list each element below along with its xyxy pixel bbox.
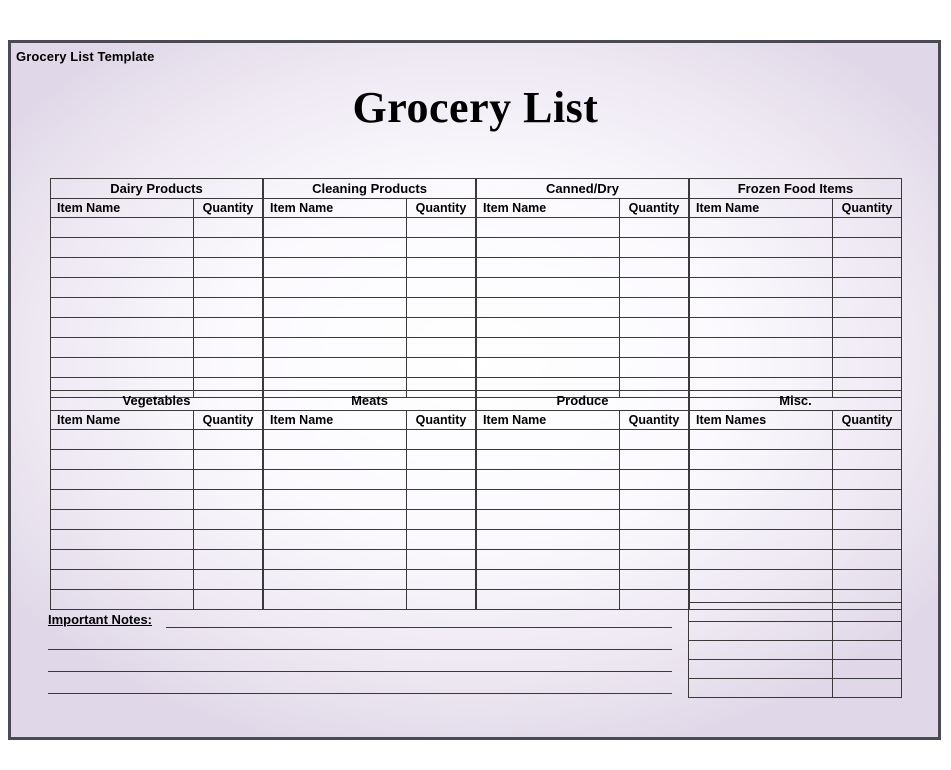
table-row	[690, 218, 902, 238]
table-row	[51, 570, 263, 590]
notes-line[interactable]	[48, 693, 672, 694]
quantity-cell[interactable]	[620, 530, 689, 550]
quantity-cell[interactable]	[194, 218, 263, 238]
template-label: Grocery List Template	[16, 49, 155, 64]
item-name-cell[interactable]	[264, 510, 407, 530]
quantity-header: Quantity	[833, 411, 902, 430]
item-name-cell[interactable]	[690, 490, 833, 510]
table-row	[477, 318, 689, 338]
table-row	[690, 258, 902, 278]
item-name-cell[interactable]	[690, 278, 833, 298]
table-row	[51, 470, 263, 490]
table-row	[51, 338, 263, 358]
item-name-cell[interactable]	[477, 238, 620, 258]
table-row	[477, 298, 689, 318]
table-row	[51, 530, 263, 550]
page-title: Grocery List	[352, 83, 599, 132]
item-name-header: Item Name	[51, 411, 194, 430]
item-name-cell[interactable]	[690, 450, 833, 470]
item-name-cell[interactable]	[477, 530, 620, 550]
table-row	[264, 298, 476, 318]
quantity-cell[interactable]	[407, 510, 476, 530]
table-row	[690, 298, 902, 318]
table-row	[477, 490, 689, 510]
table-row	[477, 550, 689, 570]
table-row	[477, 590, 689, 610]
category-table	[689, 390, 902, 610]
item-name-header: Item Name	[264, 411, 407, 430]
quantity-cell[interactable]	[194, 298, 263, 318]
item-name-cell[interactable]	[689, 603, 833, 622]
item-name-cell[interactable]	[477, 550, 620, 570]
quantity-cell[interactable]	[620, 258, 689, 278]
quantity-header: Quantity	[407, 199, 476, 218]
table-row	[689, 603, 902, 622]
item-name-cell[interactable]	[264, 470, 407, 490]
item-name-cell[interactable]	[690, 318, 833, 338]
quantity-cell[interactable]	[194, 450, 263, 470]
item-name-cell[interactable]	[477, 358, 620, 378]
table-row	[690, 490, 902, 510]
category-table	[476, 390, 689, 610]
item-name-cell[interactable]	[264, 550, 407, 570]
item-name-cell[interactable]	[477, 318, 620, 338]
table-row	[477, 570, 689, 590]
item-name-cell[interactable]	[51, 430, 194, 450]
item-name-cell[interactable]	[477, 490, 620, 510]
table-row	[689, 641, 902, 660]
item-name-cell[interactable]	[264, 298, 407, 318]
table-row	[264, 318, 476, 338]
quantity-cell[interactable]	[407, 338, 476, 358]
quantity-cell[interactable]	[620, 450, 689, 470]
quantity-cell[interactable]	[833, 679, 902, 698]
quantity-cell[interactable]	[407, 470, 476, 490]
table-row	[690, 430, 902, 450]
item-name-cell[interactable]	[264, 430, 407, 450]
quantity-cell[interactable]	[833, 278, 902, 298]
item-name-cell[interactable]	[51, 470, 194, 490]
item-name-cell[interactable]	[51, 570, 194, 590]
quantity-cell[interactable]	[620, 470, 689, 490]
quantity-cell[interactable]	[833, 603, 902, 622]
quantity-cell[interactable]	[620, 590, 689, 610]
item-name-cell[interactable]	[264, 338, 407, 358]
table-row	[51, 298, 263, 318]
item-name-header: Item Name	[477, 411, 620, 430]
item-name-cell[interactable]	[51, 490, 194, 510]
table-row	[264, 358, 476, 378]
quantity-cell[interactable]	[620, 570, 689, 590]
item-name-cell[interactable]	[477, 450, 620, 470]
table-row	[477, 450, 689, 470]
quantity-cell[interactable]	[194, 238, 263, 258]
table-row	[51, 590, 263, 610]
table-row	[477, 530, 689, 550]
category-table	[689, 178, 902, 398]
table-row	[264, 590, 476, 610]
quantity-cell[interactable]	[194, 318, 263, 338]
notes-line[interactable]	[48, 649, 672, 650]
table-row	[690, 450, 902, 470]
table-row	[477, 238, 689, 258]
quantity-cell[interactable]	[620, 550, 689, 570]
item-name-cell[interactable]	[51, 530, 194, 550]
item-name-cell[interactable]	[51, 338, 194, 358]
quantity-cell[interactable]	[833, 530, 902, 550]
item-name-header: Item Name	[51, 199, 194, 218]
quantity-cell[interactable]	[194, 570, 263, 590]
misc-extra-rows	[688, 602, 902, 698]
item-name-cell[interactable]	[264, 450, 407, 470]
table-row	[51, 218, 263, 238]
item-name-cell[interactable]	[477, 430, 620, 450]
item-name-cell[interactable]	[51, 238, 194, 258]
quantity-cell[interactable]	[194, 470, 263, 490]
table-row	[477, 218, 689, 238]
table-row	[689, 660, 902, 679]
table-row	[264, 570, 476, 590]
table-row	[51, 278, 263, 298]
item-name-cell[interactable]	[689, 641, 833, 660]
table-row	[477, 278, 689, 298]
item-name-header: Item Names	[690, 411, 833, 430]
quantity-cell[interactable]	[833, 430, 902, 450]
category-title: Meats	[264, 391, 476, 411]
notes-line[interactable]	[48, 671, 672, 672]
table-row	[264, 258, 476, 278]
table-row	[689, 679, 902, 698]
table-row	[264, 550, 476, 570]
table-row	[477, 338, 689, 358]
quantity-cell[interactable]	[194, 338, 263, 358]
table-row	[264, 218, 476, 238]
table-row	[477, 430, 689, 450]
item-name-header: Item Name	[264, 199, 407, 218]
quantity-cell[interactable]	[194, 358, 263, 378]
category-table	[263, 178, 476, 398]
category-title: Frozen Food Items	[690, 179, 902, 199]
quantity-cell[interactable]	[620, 510, 689, 530]
quantity-header: Quantity	[194, 411, 263, 430]
table-row	[690, 530, 902, 550]
quantity-cell[interactable]	[407, 570, 476, 590]
table-row	[477, 510, 689, 530]
quantity-cell[interactable]	[407, 218, 476, 238]
item-name-cell[interactable]	[51, 450, 194, 470]
item-name-cell[interactable]	[477, 570, 620, 590]
quantity-cell[interactable]	[407, 530, 476, 550]
table-row	[264, 278, 476, 298]
quantity-cell[interactable]	[833, 570, 902, 590]
item-name-cell[interactable]	[477, 338, 620, 358]
quantity-header: Quantity	[620, 411, 689, 430]
quantity-header: Quantity	[407, 411, 476, 430]
table-row	[690, 358, 902, 378]
item-name-cell[interactable]	[51, 278, 194, 298]
category-title: Dairy Products	[51, 179, 263, 199]
table-row	[477, 358, 689, 378]
table-row	[264, 430, 476, 450]
table-row	[264, 450, 476, 470]
item-name-cell[interactable]	[690, 470, 833, 490]
table-row	[690, 570, 902, 590]
category-title: Misc.	[690, 391, 902, 411]
item-name-cell[interactable]	[690, 430, 833, 450]
quantity-cell[interactable]	[620, 490, 689, 510]
quantity-header: Quantity	[194, 199, 263, 218]
quantity-cell[interactable]	[194, 258, 263, 278]
item-name-cell[interactable]	[51, 318, 194, 338]
quantity-cell[interactable]	[620, 278, 689, 298]
important-notes-label: Important Notes:	[48, 612, 152, 627]
item-name-cell[interactable]	[477, 258, 620, 278]
quantity-cell[interactable]	[833, 318, 902, 338]
table-row	[51, 510, 263, 530]
quantity-cell[interactable]	[833, 358, 902, 378]
item-name-cell[interactable]	[264, 318, 407, 338]
item-name-cell[interactable]	[264, 278, 407, 298]
quantity-cell[interactable]	[407, 550, 476, 570]
item-name-cell[interactable]	[477, 470, 620, 490]
table-row	[690, 338, 902, 358]
table-row	[264, 530, 476, 550]
table-row	[690, 550, 902, 570]
quantity-cell[interactable]	[620, 238, 689, 258]
quantity-cell[interactable]	[833, 338, 902, 358]
item-name-cell[interactable]	[264, 258, 407, 278]
item-name-cell[interactable]	[690, 530, 833, 550]
table-row	[51, 430, 263, 450]
item-name-header: Item Name	[690, 199, 833, 218]
table-row	[690, 510, 902, 530]
item-name-cell[interactable]	[264, 530, 407, 550]
table-row	[264, 338, 476, 358]
category-title: Vegetables	[51, 391, 263, 411]
quantity-cell[interactable]	[620, 338, 689, 358]
item-name-cell[interactable]	[51, 550, 194, 570]
table-row	[690, 470, 902, 490]
quantity-cell[interactable]	[194, 530, 263, 550]
quantity-cell[interactable]	[407, 490, 476, 510]
table-row	[51, 238, 263, 258]
quantity-cell[interactable]	[833, 218, 902, 238]
quantity-cell[interactable]	[194, 430, 263, 450]
item-name-cell[interactable]	[690, 218, 833, 238]
quantity-cell[interactable]	[194, 550, 263, 570]
category-title: Cleaning Products	[264, 179, 476, 199]
item-name-cell[interactable]	[264, 358, 407, 378]
table-row	[690, 278, 902, 298]
quantity-cell[interactable]	[833, 238, 902, 258]
quantity-cell[interactable]	[194, 278, 263, 298]
quantity-cell[interactable]	[833, 622, 902, 641]
item-name-cell[interactable]	[690, 550, 833, 570]
category-table	[50, 178, 263, 398]
table-row	[264, 470, 476, 490]
table-row	[51, 490, 263, 510]
quantity-cell[interactable]	[407, 298, 476, 318]
category-title: Produce	[477, 391, 689, 411]
quantity-cell[interactable]	[833, 490, 902, 510]
item-name-cell[interactable]	[264, 490, 407, 510]
quantity-cell[interactable]	[620, 430, 689, 450]
item-name-cell[interactable]	[264, 238, 407, 258]
item-name-cell[interactable]	[477, 218, 620, 238]
item-name-cell[interactable]	[689, 622, 833, 641]
quantity-cell[interactable]	[833, 550, 902, 570]
table-row	[477, 258, 689, 278]
item-name-cell[interactable]	[264, 590, 407, 610]
item-name-cell[interactable]	[477, 510, 620, 530]
quantity-header: Quantity	[620, 199, 689, 218]
category-table	[263, 390, 476, 610]
item-name-cell[interactable]	[51, 510, 194, 530]
quantity-header: Quantity	[833, 199, 902, 218]
item-name-cell[interactable]	[51, 258, 194, 278]
item-name-cell[interactable]	[264, 570, 407, 590]
table-row	[690, 318, 902, 338]
item-name-cell[interactable]	[690, 358, 833, 378]
quantity-cell[interactable]	[407, 450, 476, 470]
quantity-cell[interactable]	[833, 450, 902, 470]
quantity-cell[interactable]	[620, 318, 689, 338]
quantity-cell[interactable]	[620, 358, 689, 378]
item-name-cell[interactable]	[690, 338, 833, 358]
quantity-cell[interactable]	[194, 490, 263, 510]
quantity-cell[interactable]	[407, 430, 476, 450]
quantity-cell[interactable]	[194, 590, 263, 610]
item-name-cell[interactable]	[264, 218, 407, 238]
table-row	[264, 238, 476, 258]
quantity-cell[interactable]	[833, 258, 902, 278]
table-row	[51, 358, 263, 378]
quantity-cell[interactable]	[407, 278, 476, 298]
quantity-cell[interactable]	[833, 660, 902, 679]
quantity-cell[interactable]	[833, 298, 902, 318]
item-name-header: Item Name	[477, 199, 620, 218]
notes-line[interactable]	[166, 627, 672, 628]
category-table	[50, 390, 263, 610]
quantity-cell[interactable]	[833, 641, 902, 660]
quantity-cell[interactable]	[833, 470, 902, 490]
table-row	[51, 318, 263, 338]
item-name-cell[interactable]	[690, 238, 833, 258]
quantity-cell[interactable]	[407, 318, 476, 338]
quantity-cell[interactable]	[620, 218, 689, 238]
item-name-cell[interactable]	[51, 298, 194, 318]
table-row	[264, 490, 476, 510]
quantity-cell[interactable]	[620, 298, 689, 318]
quantity-cell[interactable]	[407, 238, 476, 258]
table-row	[51, 258, 263, 278]
item-name-cell[interactable]	[690, 510, 833, 530]
item-name-cell[interactable]	[690, 570, 833, 590]
item-name-cell[interactable]	[689, 679, 833, 698]
table-row	[51, 450, 263, 470]
table-row	[477, 470, 689, 490]
item-name-cell[interactable]	[51, 590, 194, 610]
item-name-cell[interactable]	[51, 358, 194, 378]
item-name-cell[interactable]	[689, 660, 833, 679]
item-name-cell[interactable]	[477, 298, 620, 318]
table-row	[264, 510, 476, 530]
quantity-cell[interactable]	[833, 510, 902, 530]
item-name-cell[interactable]	[690, 298, 833, 318]
item-name-cell[interactable]	[690, 258, 833, 278]
quantity-cell[interactable]	[194, 510, 263, 530]
table-row	[51, 550, 263, 570]
item-name-cell[interactable]	[477, 590, 620, 610]
item-name-cell[interactable]	[477, 278, 620, 298]
table-row	[689, 622, 902, 641]
category-table	[476, 178, 689, 398]
category-title: Canned/Dry	[477, 179, 689, 199]
item-name-cell[interactable]	[51, 218, 194, 238]
quantity-cell[interactable]	[407, 590, 476, 610]
table-row	[690, 238, 902, 258]
quantity-cell[interactable]	[407, 358, 476, 378]
quantity-cell[interactable]	[407, 258, 476, 278]
